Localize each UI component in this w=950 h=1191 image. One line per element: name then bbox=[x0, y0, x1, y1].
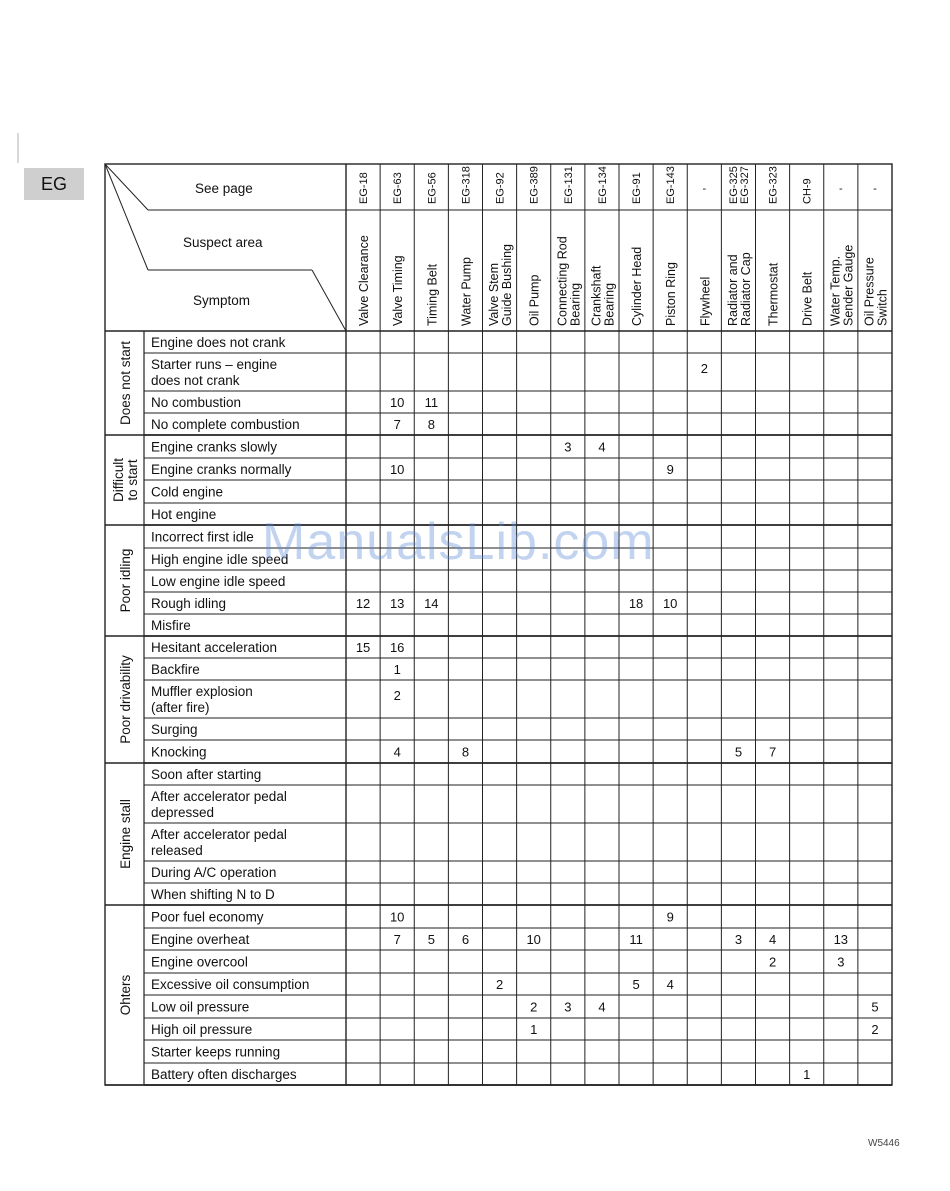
symptom-label: Engine cranks normally bbox=[151, 462, 292, 477]
corner-suspect-area-label: Suspect area bbox=[183, 235, 263, 250]
column-page-ref: EG-323 bbox=[767, 166, 780, 204]
priority-value: 9 bbox=[666, 909, 674, 925]
symptom-label: Knocking bbox=[151, 744, 207, 760]
priority-value: 2 bbox=[700, 361, 708, 376]
priority-value: 4 bbox=[393, 744, 401, 760]
symptom-label: When shifting N to D bbox=[151, 887, 275, 902]
priority-value: 8 bbox=[461, 744, 470, 760]
priority-value: 16 bbox=[389, 640, 405, 655]
corner-see-page-label: See page bbox=[195, 181, 253, 196]
symptom-label: Starter keeps running bbox=[151, 1044, 281, 1060]
column-part-name: Switch bbox=[875, 289, 890, 326]
priority-value: 11 bbox=[629, 932, 643, 947]
symptom-label: Excessive oil consumption bbox=[151, 977, 310, 992]
column-page-ref: EG-134 bbox=[596, 166, 609, 204]
symptom-label: Engine overcool bbox=[151, 954, 248, 970]
priority-value: 14 bbox=[424, 596, 439, 611]
column-page-ref: EG-18 bbox=[358, 172, 371, 204]
priority-value: 5 bbox=[427, 932, 435, 947]
symptom-label: (after fire) bbox=[151, 700, 210, 715]
column-part-name: Flywheel bbox=[698, 276, 713, 326]
column-page-ref: - bbox=[702, 183, 707, 195]
column-page-ref: CH-9 bbox=[801, 178, 814, 204]
corner-diagonal-1 bbox=[105, 164, 148, 210]
symptom-label: Low oil pressure bbox=[151, 999, 250, 1015]
symptom-group-label: Poor drivability bbox=[118, 655, 133, 744]
symptom-label: High engine idle speed bbox=[151, 552, 289, 567]
column-part-name: Radiator Cap bbox=[738, 252, 753, 326]
column-part-name: Water Pump bbox=[459, 256, 474, 326]
priority-value: 7 bbox=[393, 932, 401, 947]
symptom-label: does not crank bbox=[151, 373, 240, 388]
column-part-name: Valve Stem bbox=[487, 263, 502, 326]
priority-value: 3 bbox=[837, 954, 845, 970]
column-page-ref: EG-318 bbox=[460, 166, 473, 204]
priority-value: 10 bbox=[526, 932, 541, 947]
column-page-ref: EG-325 bbox=[727, 166, 740, 204]
column-part-name: Cylinder Head bbox=[630, 246, 645, 326]
priority-value: 4 bbox=[598, 999, 606, 1015]
corner-diagonal-2 bbox=[105, 164, 148, 270]
priority-value: 1 bbox=[393, 662, 401, 677]
column-part-name: Thermostat bbox=[766, 262, 781, 326]
symptom-label: Engine overheat bbox=[151, 932, 250, 947]
symptom-label: Cold engine bbox=[151, 484, 224, 500]
column-part-name: Piston Ring bbox=[664, 262, 679, 326]
priority-value: 7 bbox=[393, 417, 401, 432]
column-page-ref: EG-63 bbox=[392, 172, 405, 204]
symptom-group-label: Does not start bbox=[118, 340, 133, 426]
priority-value: 18 bbox=[628, 596, 644, 611]
priority-value: 11 bbox=[424, 395, 439, 410]
priority-value: 10 bbox=[662, 596, 678, 611]
column-part-name: Sender Gauge bbox=[841, 244, 856, 326]
symptom-group-label: Engine stall bbox=[118, 799, 133, 869]
symptom-group-label: to start bbox=[125, 459, 140, 501]
priority-value: 2 bbox=[871, 1022, 879, 1037]
column-page-ref: - bbox=[838, 183, 843, 195]
column-part-name: Radiator and bbox=[725, 254, 740, 326]
column-part-name: Oil Pressure bbox=[862, 257, 877, 326]
column-part-name: Bearing bbox=[568, 282, 583, 326]
priority-value: 5 bbox=[734, 744, 743, 760]
symptom-label: Incorrect first idle bbox=[151, 529, 254, 545]
priority-value: 5 bbox=[871, 999, 879, 1015]
symptom-label: Engine does not crank bbox=[151, 335, 286, 350]
symptom-label: Soon after starting bbox=[151, 767, 262, 782]
section-tab: EG bbox=[24, 168, 84, 200]
symptom-label: Rough idling bbox=[151, 596, 227, 611]
priority-value: 4 bbox=[598, 439, 606, 455]
priority-value: 2 bbox=[530, 999, 538, 1015]
priority-value: 3 bbox=[564, 999, 572, 1015]
symptom-label: High oil pressure bbox=[151, 1022, 253, 1037]
symptom-label: Backfire bbox=[151, 662, 200, 677]
priority-value: 13 bbox=[833, 932, 849, 947]
column-part-name: Oil Pump bbox=[527, 274, 542, 326]
column-part-name: Valve Clearance bbox=[357, 235, 372, 326]
priority-value: 7 bbox=[768, 744, 777, 760]
priority-value: 10 bbox=[389, 909, 405, 925]
priority-value: 5 bbox=[632, 977, 640, 992]
watermark: ManualsLib.com bbox=[262, 513, 655, 571]
column-page-ref: - bbox=[873, 183, 877, 195]
symptom-group-label: Poor idling bbox=[118, 548, 133, 613]
column-part-name: Drive Belt bbox=[800, 271, 815, 326]
symptom-label: Starter runs – engine bbox=[151, 357, 278, 372]
priority-value: 3 bbox=[564, 439, 572, 455]
column-part-name: Guide Bushing bbox=[500, 243, 515, 326]
symptom-label: Muffler explosion bbox=[151, 684, 253, 699]
column-part-name: Valve Timing bbox=[391, 255, 406, 326]
column-page-ref: EG-91 bbox=[631, 172, 644, 204]
priority-value: 9 bbox=[666, 462, 674, 477]
symptom-label: Hot engine bbox=[151, 507, 217, 522]
priority-value: 2 bbox=[495, 977, 504, 992]
column-page-ref: EG-56 bbox=[426, 172, 439, 204]
symptom-label: After accelerator pedal bbox=[151, 827, 287, 842]
symptom-label: No combustion bbox=[151, 395, 242, 410]
priority-value: 10 bbox=[389, 462, 405, 477]
column-part-name: Bearing bbox=[602, 282, 617, 326]
priority-value: 1 bbox=[803, 1067, 811, 1082]
symptom-label: Low engine idle speed bbox=[151, 574, 286, 589]
symptom-label: Poor fuel economy bbox=[151, 909, 264, 925]
priority-value: 2 bbox=[768, 954, 777, 970]
priority-value: 1 bbox=[530, 1022, 538, 1037]
priority-value: 15 bbox=[355, 640, 371, 655]
symptom-label: Battery often discharges bbox=[151, 1067, 297, 1082]
priority-value: 2 bbox=[393, 688, 401, 703]
priority-value: 13 bbox=[389, 596, 405, 611]
symptom-label: released bbox=[151, 843, 203, 858]
symptom-group-label: Difficult bbox=[111, 457, 126, 503]
symptom-label: depressed bbox=[151, 805, 215, 820]
corner-symptom-label: Symptom bbox=[193, 293, 251, 308]
column-page-ref: EG-327 bbox=[738, 166, 751, 204]
symptom-label: Engine cranks slowly bbox=[151, 439, 278, 455]
priority-value: 6 bbox=[461, 932, 470, 947]
document-code: W5446 bbox=[868, 1138, 900, 1149]
priority-value: 4 bbox=[666, 977, 674, 992]
priority-value: 8 bbox=[427, 417, 435, 432]
priority-value: 10 bbox=[389, 395, 405, 410]
corner-diagonal-3 bbox=[312, 270, 346, 331]
column-page-ref: EG-389 bbox=[528, 166, 541, 204]
column-page-ref: EG-143 bbox=[665, 166, 678, 204]
priority-value: 3 bbox=[734, 932, 743, 947]
symptom-label: After accelerator pedal bbox=[151, 789, 287, 804]
symptom-label: During A/C operation bbox=[151, 865, 277, 880]
column-page-ref: EG-92 bbox=[494, 172, 507, 204]
column-part-name: Connecting Rod bbox=[555, 236, 570, 326]
symptom-label: Surging bbox=[151, 722, 198, 737]
column-part-name: Water Temp. bbox=[828, 255, 843, 326]
symptom-label: Hesitant acceleration bbox=[151, 640, 278, 655]
column-part-name: Crankshaft bbox=[589, 265, 604, 326]
symptom-label: No complete combustion bbox=[151, 417, 300, 432]
symptom-group-label: Ohters bbox=[118, 974, 133, 1016]
column-page-ref: EG-131 bbox=[562, 166, 575, 204]
column-part-name: Timing Belt bbox=[425, 263, 440, 326]
priority-value: 4 bbox=[768, 932, 777, 947]
symptom-label: Misfire bbox=[151, 618, 191, 633]
priority-value: 12 bbox=[355, 596, 371, 611]
